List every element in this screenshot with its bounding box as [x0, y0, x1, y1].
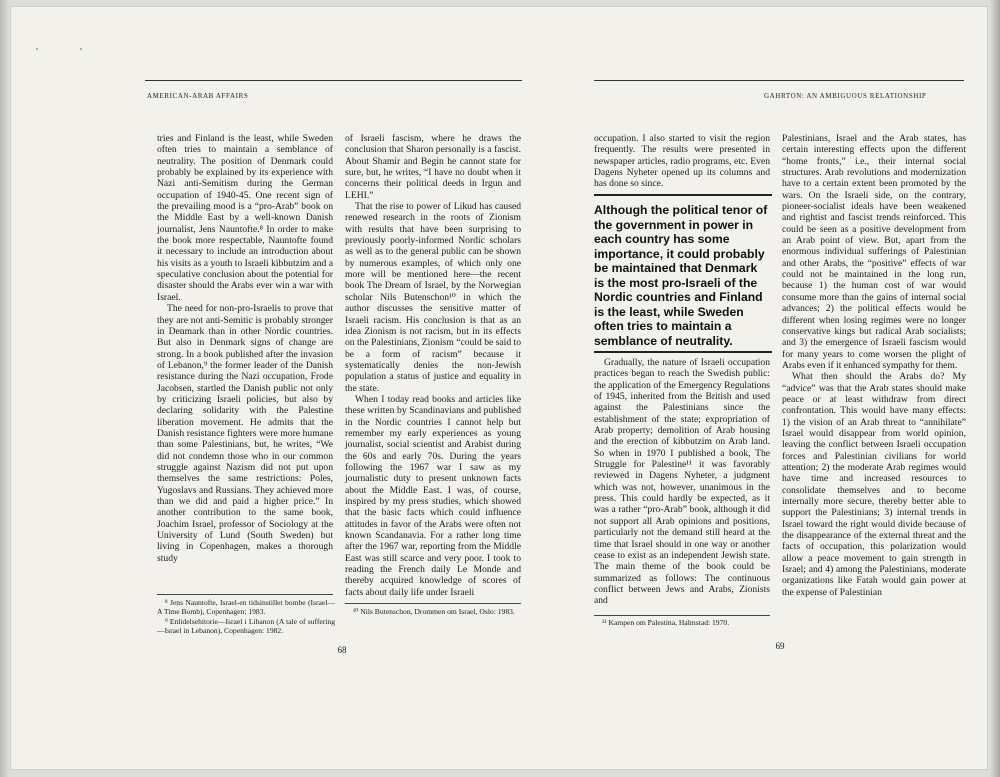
page-number-left: 68	[337, 645, 347, 655]
footnote-rule	[157, 594, 333, 595]
footnote-rule	[594, 615, 770, 616]
right-page-footnotes-col1	[594, 618, 770, 627]
paragraph: The need for non-pro-Israelis to prove that they are not anti-Semitic is probably stronger in Denmark than in other Nordic countries. But also in Denmark signs of change are strong. In a book published after the invasion of Lebanon,⁹ the former leader of the Danish resistance during the Nazi occupation, Frode Jacobsen, startled the Danish public not only by criticizing Israeli policies, but also by declaring solidarity with the Palestine liberation movement. He admits that the Danish resistance fighters were more humane than some Palestinians, but, he writes, “We did not condemn those who in our common struggle against Nazism did not put upon themselves the same restrictions: Poles, Yugoslavs and Russians. They achieved more than we did and paid a higher price.” In another contribution to the same book, Joachim Israel, professor of Sociology at the University of Lund (South Sweden) but living in Copenhagen, makes a thorough study	[157, 303, 333, 564]
pull-quote: Although the political tenor of the government in power in each country has some importance, it could probably be maintained that Denmark is the most pro-Israeli of the Nordic countries and Finland is the least, while Sweden often tries to maintain a semblance of neutrality.	[594, 203, 768, 348]
header-rule-left	[145, 80, 522, 81]
right-page-column-1-top	[594, 133, 770, 190]
paragraph: Gradually, the nature of Israeli occupation practices began to reach the Swedish public: the application of the Emergency Regulations of 1945, inherited from the British and used against the Palestinians since the establishment of the state; expropriation of Arab property; demolition of Arab housing and the erection of kibbutzim on Arab land. So when in 1970 I published a book, The Struggle for Palestine¹¹ it was favorably reviewed in Dagens Nyheter, a judgment which was not, however, unanimous in the press. This could hardly be expected, as it was a rather “pro-Arab” book, although it did not support all Arab opinions and positions, particularly not the demand still heard at the time that Israel should in one way or another cease to exist as an independent Jewish state. The main theme of the book could be summarized as follows: The continuous conflict between Jews and Arabs, Zionists and	[594, 357, 770, 607]
pull-quote-rule-top	[594, 194, 772, 196]
paragraph: Palestinians, Israel and the Arab states, has certain interesting effects upon the different “home fronts,” i.e., their internal social structures. Arab revolutions and modernization have to a certain extent been promoted by the wars. On the Israeli side, on the contrary, pioneer-socialist ideals have been weakened and rightist and fascist trends reinforced. This could be seen as a positive development from an Arab point of view. But, apart from the enormous individual sufferings of Palestinian and other Arabs, the “positive” effects of war could not be maintained in the long run, because 1) the human cost of war would consume more than the gains of internal social advances; 2) the political effects would be different when losing regimes were no longer conservative kings but radical Arab socialists; and 3) the emergence of Israeli fascism would for many years to come worsen the plight of Arabs even if it enhanced sympathy for them.	[782, 133, 966, 371]
left-page-footnotes-col1	[157, 598, 335, 636]
book-spread	[10, 6, 988, 770]
header-rule-right	[594, 80, 964, 81]
paragraph: What then should the Arabs do? My “advice” was that the Arab states should make peace or at least withdraw from direct confrontation. This would have many effects: 1) the vision of an Arab threat to “annihilate” Israel would disappear from world opinion, leaving the conflict between Israeli occupation forces and Palestinian civilians for world attention; 2) the moderate Arab regimes would have time and increased resources to consolidate themselves and to become internally more secure, thereby better able to support the Palestinians; 3) internal trends in Israel toward the right would divide because of the disappearance of the external threat and the facts of occupation, this polarization would allow a peace movement to gain strength in Israel; and 4) among the Palestinians, moderate organizations like Fatah would gain power at the expense of Palestinian	[782, 371, 966, 598]
left-page-column-1	[157, 133, 333, 564]
left-page-column-2	[345, 133, 521, 598]
footnote-8: ⁸ Jens Nauntofte, Israel-en tidsinstillet bombe (Israel—A Time Bomb), Copenhagen; 1983.	[157, 598, 335, 617]
footnote-11: ¹¹ Kampen om Palestina, Halmstad: 1970.	[602, 618, 730, 627]
footnote-9: ⁹ Enlidelsehitorie—Israel i Libanon (A tale of suffering—Israel in Lebanon), Copenhagen: 1982.	[157, 616, 335, 636]
scan-left-edge	[0, 0, 8, 777]
paragraph: That the rise to power of Likud has caused renewed research in the roots of Zionism with results that have been surprising to previously poorly-informed Nordic scholars as well as to the general public can be shown by numerous examples, of which only one more will be mentioned here—the recent book The Dream of Israel, by the Norwegian scholar Nils Butenschon¹⁰ in which the author discusses the sensitive matter of Israeli racism. His conclusion is that as an idea Zionism is not racism, but in its effects on the Palestinians, Zionism “could be said to be a form of racism” because it systematically denies the non-Jewish population a status of justice and equality in the state.	[345, 201, 521, 394]
paragraph: occupation. I also started to visit the region frequently. The results were presented in newspaper articles, radio programs, etc. Even Dagens Nyheter opened up its columns and has done so since.	[594, 133, 770, 190]
left-page-footnotes-col2	[345, 607, 521, 616]
page-number-right: 69	[775, 641, 785, 651]
running-head-right: GAHRTON: AN AMBIGUOUS RELATIONSHIP	[764, 92, 927, 100]
paragraph: of Israeli fascism, where he draws the conclusion that Sharon personally is a fascist. About Shamir and Begin he cannot state for sure, but, he writes, “I have no doubt when it concerns their political deeds in Irgun and LEHI.”	[345, 133, 521, 201]
right-page-column-1-bottom	[594, 357, 770, 607]
footnote-rule	[345, 603, 521, 604]
footnote-10: ¹⁰ Nils Butenschon, Drommen om Israel, Oslo: 1983.	[353, 607, 515, 616]
scan-speck	[36, 48, 38, 50]
paragraph: tries and Finland is the least, while Sweden often tries to maintain a semblance of neutrality. The position of Denmark could probably be explained by its experience with Nazi anti-Semitism during the German occupation of 1940-45. One recent sign of the prevailing mood is a “pro-Arab” book on the Middle East by a well-known Danish journalist, Jens Nauntofte.⁸ In order to make the book more respectable, Nauntofte found it necessary to include an introduction about his visits as a youth to Israeli kibbutzim and a speculative conclusion about the potential for disaster should the Arabs ever win a war with Israel.	[157, 133, 333, 303]
right-page-column-2	[782, 133, 966, 598]
pull-quote-rule-bottom	[594, 351, 772, 353]
paragraph: When I today read books and articles like these written by Scandinavians and published in the Nordic countries I cannot help but remember my early experiences as young journalist, social scientist and Arabist during the 60s and early 70s. During the years following the 1967 war I saw as my journalistic duty to present unknown facts about the Middle East. I was, of course, inspired by my press studies, which showed that the basic facts which could influence attitudes in favor of the Arabs were often not known Scandanavia. For a rather long time after the 1967 war, reporting from the Middle East was still scarce and very poor. I took to reading the French daily Le Monde and thereby acquired knowledge of scores of facts about daily life under Israeli	[345, 393, 521, 598]
running-head-left: AMERICAN-ARAB AFFAIRS	[147, 92, 249, 100]
scan-right-edge	[990, 0, 1000, 777]
scan-speck	[80, 48, 82, 50]
